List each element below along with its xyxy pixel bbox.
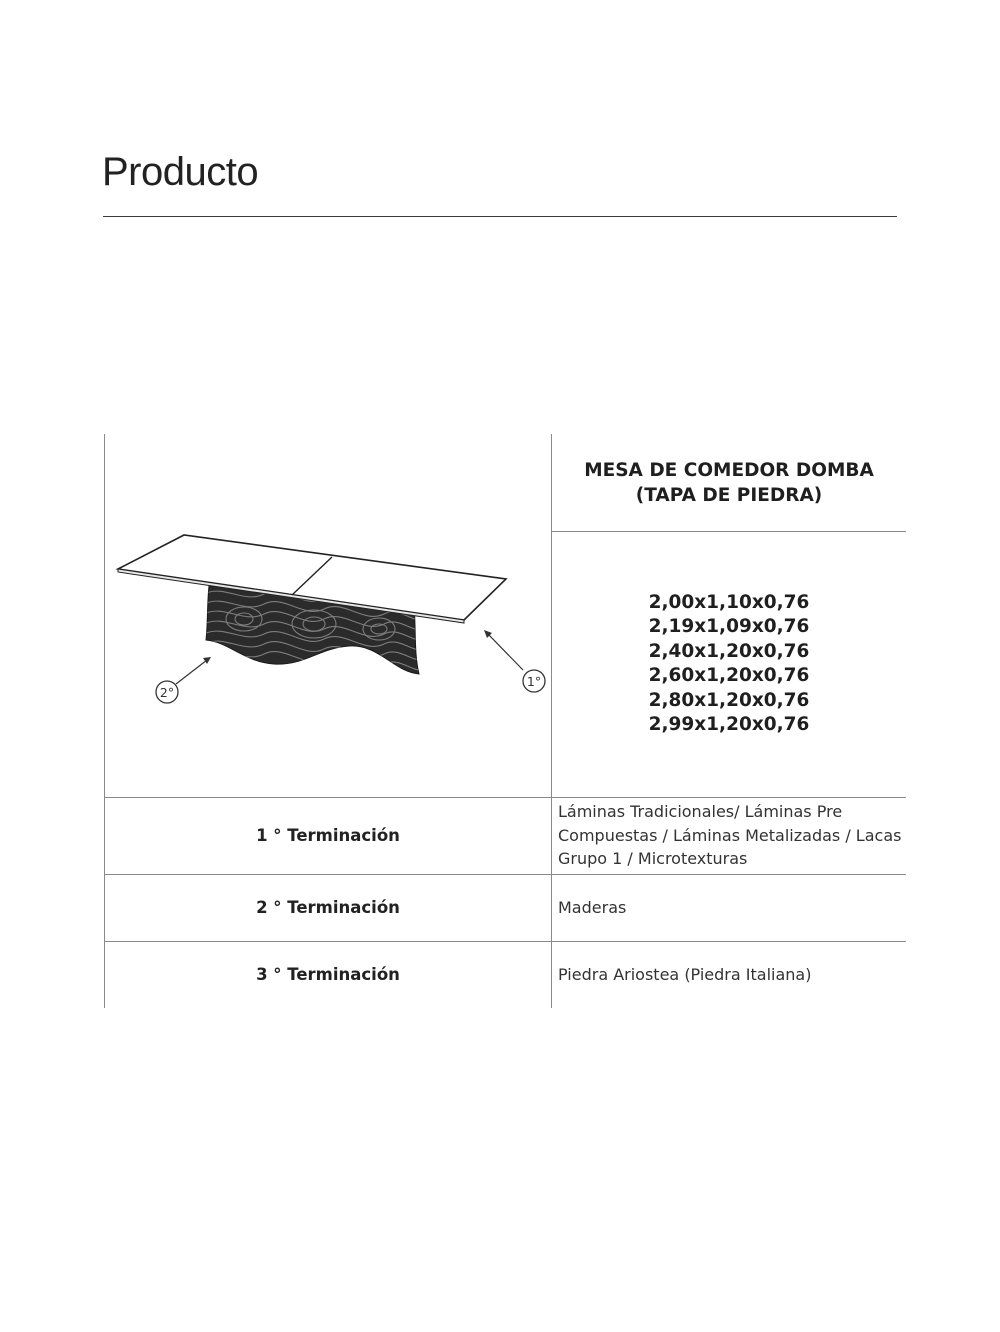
callout-1-label: 1° (526, 674, 542, 689)
finish-1-value: Láminas Tradicionales/ Láminas Pre Compuestas / Láminas Metalizadas / Lacas Grupo 1 / Microtexturas (558, 802, 902, 869)
dimension-item: 2,80x1,20x0,76 (648, 689, 810, 711)
dimensions-list (552, 531, 906, 797)
table-drawing (114, 524, 554, 784)
finish-2-label: 2 ° Terminación (256, 898, 400, 917)
callout-2-arrow (176, 657, 211, 684)
finish-1-label: 1 ° Terminación (256, 826, 400, 845)
dimension-item: 2,99x1,20x0,76 (648, 714, 810, 735)
product-name-line2: (TAPA DE PIEDRA) (635, 484, 823, 506)
dimension-item: 2,19x1,09x0,76 (648, 616, 810, 637)
callout-1-arrow (484, 630, 523, 670)
product-name (552, 434, 906, 531)
finish-3-value: Piedra Ariostea (Piedra Italiana) (558, 964, 812, 984)
dimension-item: 2,40x1,20x0,76 (648, 640, 810, 662)
dimension-item: 2,00x1,10x0,76 (648, 591, 810, 613)
spec-table (104, 434, 906, 1008)
finish-3-label: 3 ° Terminación (256, 965, 400, 984)
page-title: Producto (102, 150, 259, 194)
dimension-item: 2,60x1,20x0,76 (648, 665, 810, 686)
callout-2-label: 2° (159, 685, 175, 700)
product-name-line1: MESA DE COMEDOR DOMBA (584, 459, 874, 481)
title-divider (103, 216, 897, 217)
finish-2-value: Maderas (558, 897, 627, 917)
